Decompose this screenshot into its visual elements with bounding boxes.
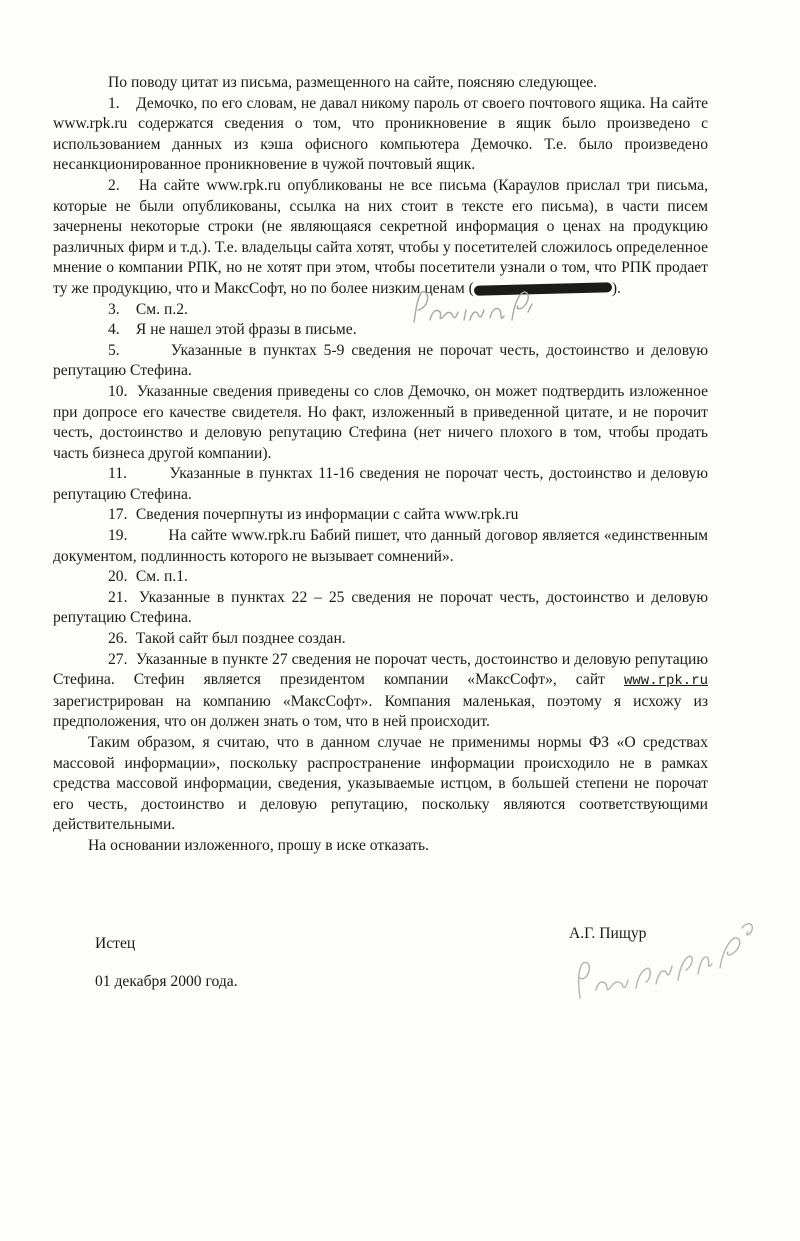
conclusion-paragraph: Таким образом, я считаю, что в данном случае не применимы нормы ФЗ «О средствах массовой информации», поскольку распространение информации происходило не в рамках средства массовой информации, сведения, указываемые истцом, в большей степени не порочат его честь, достоинство и деловую репутацию, поскольку являются соответствующими действительными.: [53, 734, 708, 834]
list-item: [53, 464, 708, 505]
item-text-end: ).: [611, 279, 621, 297]
item-number: 3.: [108, 300, 120, 318]
request-paragraph: На основании изложенного, прошу в иске отказать.: [88, 836, 429, 854]
signatory-name: А.Г. Пищур: [569, 925, 647, 942]
list-item: [53, 341, 708, 382]
item-number: 27.: [108, 650, 128, 668]
item-number: 1.: [108, 94, 120, 112]
document-date: 01 декабря 2000 года.: [95, 973, 238, 990]
item-text: Демочко, по его словам, не давал никому пароль от своего почтового ящика. На сайте www.rpk.ru содержатся сведения о том, что проникновение в ящик было произведено с использованием данных из кэша офисного компьютера Демочко. Т.е. было произведено несанкционированное проникновение в чужой почтовый ящик.: [53, 94, 708, 174]
list-item: [53, 505, 708, 526]
item-text: Я не нашел этой фразы в письме.: [135, 321, 357, 339]
item-text: На сайте www.rpk.ru Бабий пишет, что данный договор является «единственным документом, подлинность которого не вызывает сомнений».: [53, 527, 708, 565]
item-number: 20.: [108, 568, 128, 586]
item-number: 2.: [108, 176, 120, 194]
item-number: 21.: [108, 588, 128, 606]
list-item: [53, 320, 708, 341]
list-item: [53, 629, 708, 650]
list-item: [53, 526, 708, 567]
site-link[interactable]: www.rpk.ru: [623, 673, 708, 690]
list-item: [53, 94, 708, 176]
list-item: [53, 567, 708, 588]
item-text: Указанные в пунктах 22 – 25 сведения не порочат честь, достоинство и деловую репутацию Стефина.: [53, 588, 708, 627]
item-text: Сведения почерпнуты из информации с сайта www.rpk.ru: [135, 506, 519, 524]
list-item: [53, 300, 708, 321]
inline-signature: [408, 286, 548, 330]
list-item: [53, 588, 708, 629]
item-number: 11.: [108, 465, 127, 483]
item-number: 26.: [108, 630, 128, 648]
list-item: [53, 650, 708, 733]
item-text-end: зарегистрирован на компанию «МаксСофт». Компания маленькая, поэтому я исхожу из предположения, что он должен знать о том, что в ней происходит.: [53, 692, 708, 731]
item-text: Указанные в пункте 27 сведения не порочат честь, достоинство и деловую репутацию Стефина. Стефин является президентом компании «МаксСофт», сайт: [53, 650, 708, 689]
item-number: 4.: [108, 321, 120, 339]
list-item: [53, 382, 708, 464]
item-number: 17.: [108, 506, 128, 524]
plaintiff-label: Истец: [95, 935, 136, 952]
item-number: 19.: [108, 527, 128, 545]
item-text: Указанные в пунктах 11-16 сведения не порочат честь, достоинство и деловую репутацию Стефина.: [53, 465, 709, 503]
item-text: См. п.1.: [135, 568, 188, 586]
item-number: 10.: [108, 382, 128, 400]
item-text: Такой сайт был позднее создан.: [135, 630, 346, 648]
list-item: [53, 176, 708, 300]
item-text: На сайте www.rpk.ru опубликованы не все письма (Караулов прислал три письма, которые не были опубликованы, ссылка на них стоит в тексте его письма), в части писем зачернены некоторые строки (не являющаяся секретной информация о ценах на продукцию различных фирм и т.д.). Т.е. владельцы сайта хотят, чтобы у посетителей сложилось определенное мнение о компании РПК, но не хотят при этом, чтобы посетители узнали о том, что РПК продает ту же продукцию, что и МаксСофт, но по более низким ценам (: [53, 176, 708, 297]
intro-paragraph: По поводу цитат из письма, размещенного на сайте, поясняю следующее.: [108, 74, 598, 91]
item-text: Указанные сведения приведены со слов Демочко, он может подтвердить изложенное при допросе его качестве свидетеля. Но факт, изложенный в приведенной цитате, и не порочит честь, достоинство и деловую репутацию Стефина (нет ничего плохого в том, чтобы продать часть бизнеса другой компании).: [53, 382, 708, 462]
document-body: [53, 73, 708, 857]
item-text: См. п.2.: [135, 300, 188, 318]
item-text: Указанные в пунктах 5-9 сведения не порочат честь, достоинство и деловую репутацию Стефина.: [53, 341, 708, 380]
item-number: 5.: [108, 341, 120, 359]
signature: [566, 918, 766, 1004]
